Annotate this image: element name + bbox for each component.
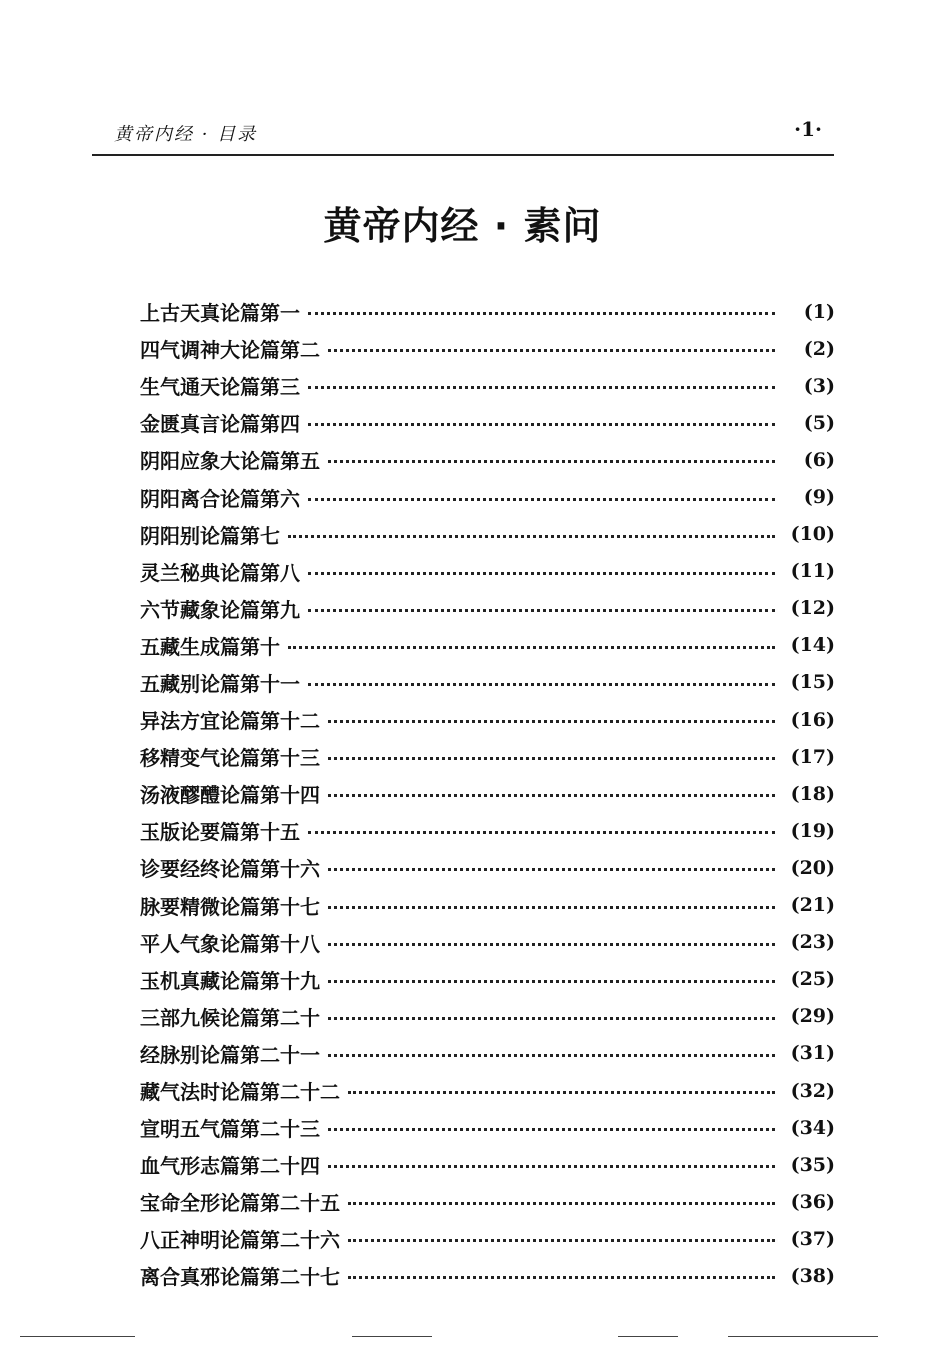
dot-leader bbox=[308, 386, 775, 389]
toc-entry-title: 平人气象论篇第十八 bbox=[140, 931, 320, 956]
toc-entry-title: 宝命全形论篇第二十五 bbox=[140, 1191, 340, 1216]
dot-leader bbox=[328, 980, 775, 983]
running-header bbox=[92, 114, 834, 156]
toc-entry-title: 六节藏象论篇第九 bbox=[140, 597, 300, 622]
toc-entry-title: 玉机真藏论篇第十九 bbox=[140, 968, 320, 993]
toc-entry-title: 四气调神大论篇第二 bbox=[140, 338, 320, 363]
list-item bbox=[140, 701, 835, 738]
toc-entry-page: (9) bbox=[803, 486, 835, 509]
toc-entry-page: (11) bbox=[790, 560, 835, 583]
list-item bbox=[140, 516, 835, 553]
table-of-contents bbox=[140, 293, 835, 1295]
toc-entry-title: 血气形志篇第二十四 bbox=[140, 1154, 320, 1179]
dot-leader bbox=[328, 1165, 775, 1168]
list-item bbox=[140, 441, 835, 478]
dot-leader bbox=[328, 1054, 775, 1057]
toc-entry-title: 五藏别论篇第十一 bbox=[140, 671, 300, 696]
toc-entry-title: 阴阳离合论篇第六 bbox=[140, 486, 300, 511]
bottom-rule bbox=[352, 1336, 432, 1337]
toc-entry-title: 八正神明论篇第二十六 bbox=[140, 1228, 340, 1253]
toc-entry-title: 阴阳应象大论篇第五 bbox=[140, 449, 320, 474]
dot-leader bbox=[328, 1128, 775, 1131]
dot-leader bbox=[348, 1276, 775, 1279]
toc-entry-title: 三部九候论篇第二十 bbox=[140, 1005, 320, 1030]
dot-leader bbox=[328, 906, 775, 909]
running-title: 黄帝内经 · 目录 bbox=[114, 124, 258, 145]
toc-entry-title: 阴阳别论篇第七 bbox=[140, 523, 280, 548]
toc-entry-title: 五藏生成篇第十 bbox=[140, 634, 280, 659]
list-item bbox=[140, 998, 835, 1035]
toc-entry-page: (25) bbox=[790, 968, 835, 991]
toc-entry-title: 异法方宜论篇第十二 bbox=[140, 709, 320, 734]
list-item bbox=[140, 478, 835, 515]
toc-entry-title: 诊要经终论篇第十六 bbox=[140, 857, 320, 882]
list-item bbox=[140, 775, 835, 812]
page-title: 黄帝内经 · 素问 bbox=[323, 204, 602, 248]
toc-entry-page: (3) bbox=[803, 374, 835, 397]
toc-entry-page: (17) bbox=[790, 745, 835, 768]
toc-entry-page: (1) bbox=[803, 300, 835, 323]
list-item bbox=[140, 404, 835, 441]
page-number: ·1· bbox=[794, 117, 822, 141]
list-item bbox=[140, 1035, 835, 1072]
bottom-rule bbox=[728, 1336, 878, 1337]
dot-leader bbox=[308, 423, 775, 426]
toc-entry-title: 藏气法时论篇第二十二 bbox=[140, 1080, 340, 1105]
toc-entry-page: (35) bbox=[790, 1153, 835, 1176]
dot-leader bbox=[328, 1017, 775, 1020]
dot-leader bbox=[348, 1239, 775, 1242]
toc-entry-page: (6) bbox=[803, 448, 835, 471]
toc-entry-page: (37) bbox=[790, 1227, 835, 1250]
list-item bbox=[140, 1220, 835, 1257]
toc-entry-page: (16) bbox=[790, 708, 835, 731]
toc-entry-title: 汤液醪醴论篇第十四 bbox=[140, 783, 320, 808]
list-item bbox=[140, 1183, 835, 1220]
toc-entry-page: (34) bbox=[790, 1116, 835, 1139]
dot-leader bbox=[328, 349, 775, 352]
toc-entry-page: (21) bbox=[790, 894, 835, 917]
toc-entry-page: (23) bbox=[790, 931, 835, 954]
dot-leader bbox=[308, 831, 775, 834]
toc-entry-page: (36) bbox=[790, 1190, 835, 1213]
toc-entry-page: (38) bbox=[790, 1264, 835, 1287]
dot-leader bbox=[328, 943, 775, 946]
dot-leader bbox=[308, 609, 775, 612]
dot-leader bbox=[328, 460, 775, 463]
list-item bbox=[140, 293, 835, 330]
toc-entry-page: (20) bbox=[790, 856, 835, 879]
toc-entry-page: (2) bbox=[803, 337, 835, 360]
toc-entry-title: 金匮真言论篇第四 bbox=[140, 412, 300, 437]
toc-entry-title: 生气通天论篇第三 bbox=[140, 375, 300, 400]
toc-entry-title: 灵兰秘典论篇第八 bbox=[140, 560, 300, 585]
dot-leader bbox=[328, 720, 775, 723]
toc-entry-title: 上古天真论篇第一 bbox=[140, 301, 300, 326]
toc-entry-title: 经脉别论篇第二十一 bbox=[140, 1042, 320, 1067]
list-item bbox=[140, 738, 835, 775]
toc-entry-page: (18) bbox=[790, 782, 835, 805]
toc-entry-title: 玉版论要篇第十五 bbox=[140, 820, 300, 845]
dot-leader bbox=[308, 312, 775, 315]
list-item bbox=[140, 961, 835, 998]
list-item bbox=[140, 887, 835, 924]
toc-entry-title: 宣明五气篇第二十三 bbox=[140, 1117, 320, 1142]
toc-entry-page: (14) bbox=[790, 634, 835, 657]
list-item bbox=[140, 330, 835, 367]
dot-leader bbox=[308, 498, 775, 501]
toc-entry-page: (10) bbox=[790, 523, 835, 546]
dot-leader bbox=[328, 868, 775, 871]
dot-leader bbox=[328, 794, 775, 797]
dot-leader bbox=[348, 1091, 775, 1094]
list-item bbox=[140, 1146, 835, 1183]
list-item bbox=[140, 1072, 835, 1109]
list-item bbox=[140, 627, 835, 664]
list-item bbox=[140, 1109, 835, 1146]
list-item bbox=[140, 590, 835, 627]
toc-entry-page: (32) bbox=[790, 1079, 835, 1102]
toc-entry-page: (12) bbox=[790, 597, 835, 620]
dot-leader bbox=[288, 646, 775, 649]
toc-entry-title: 脉要精微论篇第十七 bbox=[140, 894, 320, 919]
dot-leader bbox=[308, 572, 775, 575]
list-item bbox=[140, 553, 835, 590]
list-item bbox=[140, 812, 835, 849]
list-item bbox=[140, 367, 835, 404]
bottom-rule bbox=[618, 1336, 678, 1337]
dot-leader bbox=[328, 757, 775, 760]
list-item bbox=[140, 1257, 835, 1294]
list-item bbox=[140, 924, 835, 961]
toc-entry-page: (5) bbox=[803, 411, 835, 434]
toc-entry-title: 离合真邪论篇第二十七 bbox=[140, 1265, 340, 1290]
list-item bbox=[140, 849, 835, 886]
toc-entry-page: (31) bbox=[790, 1042, 835, 1065]
toc-entry-title: 移精变气论篇第十三 bbox=[140, 746, 320, 771]
bottom-rule bbox=[20, 1336, 135, 1337]
dot-leader bbox=[348, 1202, 775, 1205]
dot-leader bbox=[308, 683, 775, 686]
toc-entry-page: (15) bbox=[790, 671, 835, 694]
dot-leader bbox=[288, 535, 775, 538]
toc-entry-page: (19) bbox=[790, 819, 835, 842]
toc-entry-page: (29) bbox=[790, 1005, 835, 1028]
list-item bbox=[140, 664, 835, 701]
